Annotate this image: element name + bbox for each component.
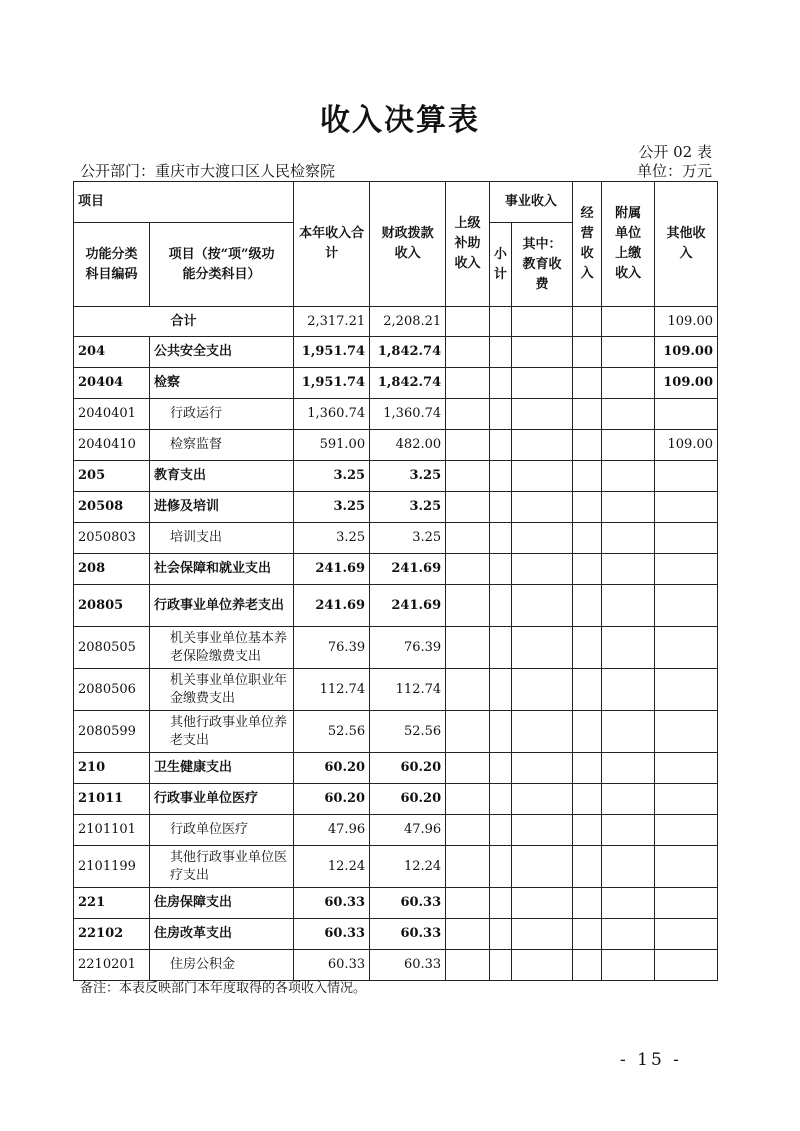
row-fiscal: 60.33 xyxy=(370,950,446,981)
row-fiscal: 1,842.74 xyxy=(370,368,446,399)
row-code: 221 xyxy=(74,888,150,919)
row-code: 205 xyxy=(74,461,150,492)
row-fiscal: 482.00 xyxy=(370,430,446,461)
row-code: 21011 xyxy=(74,784,150,815)
row-other-income: 109.00 xyxy=(655,430,718,461)
row-item-name: 其他行政事业单位医疗支出 xyxy=(150,846,294,888)
row-fiscal: 3.25 xyxy=(370,492,446,523)
header-func-code: 功能分类 科目编码 xyxy=(74,223,150,307)
row-code: 2210201 xyxy=(74,950,150,981)
row-total-income: 60.20 xyxy=(294,784,370,815)
row-fiscal: 3.25 xyxy=(370,461,446,492)
row-other-income xyxy=(655,627,718,669)
row-code: 2050803 xyxy=(74,523,150,554)
table-row xyxy=(74,585,718,627)
row-fiscal: 47.96 xyxy=(370,815,446,846)
row-fiscal: 60.33 xyxy=(370,919,446,950)
total-fiscal-value: 2,208.21 xyxy=(370,307,446,337)
row-total-income: 3.25 xyxy=(294,461,370,492)
row-other-income xyxy=(655,585,718,627)
row-item-name: 住房公积金 xyxy=(150,950,294,981)
income-table xyxy=(73,181,718,981)
row-item-name: 行政事业单位医疗 xyxy=(150,784,294,815)
row-code: 2080506 xyxy=(74,669,150,711)
row-other-income xyxy=(655,846,718,888)
row-total-income: 1,951.74 xyxy=(294,368,370,399)
row-other-income: 109.00 xyxy=(655,368,718,399)
row-fiscal: 1,360.74 xyxy=(370,399,446,430)
table-row xyxy=(74,888,718,919)
row-item-name: 其他行政事业单位养老支出 xyxy=(150,711,294,753)
row-total-income: 60.33 xyxy=(294,888,370,919)
row-other-income: 109.00 xyxy=(655,337,718,368)
row-item-name: 教育支出 xyxy=(150,461,294,492)
table-row xyxy=(74,523,718,554)
row-item-name: 公共安全支出 xyxy=(150,337,294,368)
row-fiscal: 60.20 xyxy=(370,784,446,815)
row-total-income: 52.56 xyxy=(294,711,370,753)
row-total-income: 1,951.74 xyxy=(294,337,370,368)
row-total-income: 12.24 xyxy=(294,846,370,888)
row-item-name: 机关事业单位基本养老保险缴费支出 xyxy=(150,627,294,669)
row-fiscal: 52.56 xyxy=(370,711,446,753)
row-other-income xyxy=(655,888,718,919)
row-item-name: 卫生健康支出 xyxy=(150,753,294,784)
table-row xyxy=(74,815,718,846)
header-operating: 经 营 收 入 xyxy=(572,182,601,307)
table-row xyxy=(74,461,718,492)
row-total-income: 591.00 xyxy=(294,430,370,461)
header-edu-fee: 其中： 教育收 费 xyxy=(512,223,573,307)
header-total-income: 本年收入合 计 xyxy=(294,182,370,307)
unit-label: 单位：万元 xyxy=(636,162,712,180)
form-number: 公开 02 表 xyxy=(638,143,712,161)
table-row xyxy=(74,430,718,461)
row-other-income xyxy=(655,919,718,950)
row-total-income: 3.25 xyxy=(294,523,370,554)
row-item-name: 进修及培训 xyxy=(150,492,294,523)
row-other-income xyxy=(655,669,718,711)
row-other-income xyxy=(655,492,718,523)
row-fiscal: 3.25 xyxy=(370,523,446,554)
row-other-income xyxy=(655,784,718,815)
row-code: 22102 xyxy=(74,919,150,950)
row-other-income xyxy=(655,554,718,585)
row-item-name: 检察 xyxy=(150,368,294,399)
row-total-income: 241.69 xyxy=(294,554,370,585)
table-row xyxy=(74,846,718,888)
row-fiscal: 241.69 xyxy=(370,585,446,627)
table-row xyxy=(74,368,718,399)
table-row xyxy=(74,337,718,368)
row-item-name: 行政运行 xyxy=(150,399,294,430)
page-number: - 15 - xyxy=(620,1050,682,1070)
row-item-name: 检察监督 xyxy=(150,430,294,461)
total-label: 合计 xyxy=(74,307,294,337)
page-title: 收入决算表 xyxy=(320,103,480,138)
row-code: 20805 xyxy=(74,585,150,627)
table-row xyxy=(74,669,718,711)
row-item-name: 住房改革支出 xyxy=(150,919,294,950)
row-fiscal: 60.20 xyxy=(370,753,446,784)
row-code: 20508 xyxy=(74,492,150,523)
department-label: 公开部门：重庆市大渡口区人民检察院 xyxy=(80,162,336,180)
row-item-name: 住房保障支出 xyxy=(150,888,294,919)
row-other-income xyxy=(655,711,718,753)
header-fiscal: 财政拨款 收入 xyxy=(370,182,446,307)
row-fiscal: 112.74 xyxy=(370,669,446,711)
row-item-name: 社会保障和就业支出 xyxy=(150,554,294,585)
header-business: 事业收入 xyxy=(489,182,572,223)
row-total-income: 1,360.74 xyxy=(294,399,370,430)
table-row xyxy=(74,950,718,981)
row-fiscal: 1,842.74 xyxy=(370,337,446,368)
row-other-income xyxy=(655,950,718,981)
table-row xyxy=(74,554,718,585)
table-row xyxy=(74,919,718,950)
row-fiscal: 12.24 xyxy=(370,846,446,888)
row-total-income: 3.25 xyxy=(294,492,370,523)
total-income-value: 2,317.21 xyxy=(294,307,370,337)
row-item-name: 行政单位医疗 xyxy=(150,815,294,846)
total-row xyxy=(74,307,718,337)
row-total-income: 112.74 xyxy=(294,669,370,711)
header-affiliated: 附属 单位 上缴 收入 xyxy=(602,182,655,307)
header-item: 项目 xyxy=(74,182,294,223)
row-total-income: 60.33 xyxy=(294,950,370,981)
row-item-name: 培训支出 xyxy=(150,523,294,554)
row-code: 204 xyxy=(74,337,150,368)
row-other-income xyxy=(655,461,718,492)
header-other: 其他收 入 xyxy=(655,182,718,307)
header-subtotal: 小 计 xyxy=(489,223,511,307)
row-item-name: 行政事业单位养老支出 xyxy=(150,585,294,627)
row-item-name: 机关事业单位职业年金缴费支出 xyxy=(150,669,294,711)
footnote: 备注：本表反映部门本年度取得的各项收入情况。 xyxy=(80,981,367,996)
table-row xyxy=(74,627,718,669)
table-row xyxy=(74,492,718,523)
header-item-name: 项目（按“项”级功 能分类科目） xyxy=(150,223,294,307)
row-code: 2080599 xyxy=(74,711,150,753)
row-code: 2101101 xyxy=(74,815,150,846)
row-other-income xyxy=(655,753,718,784)
row-total-income: 60.33 xyxy=(294,919,370,950)
row-other-income xyxy=(655,815,718,846)
row-total-income: 60.20 xyxy=(294,753,370,784)
row-total-income: 241.69 xyxy=(294,585,370,627)
table-row xyxy=(74,399,718,430)
total-other-value: 109.00 xyxy=(655,307,718,337)
row-code: 2080505 xyxy=(74,627,150,669)
row-other-income xyxy=(655,399,718,430)
row-code: 2040401 xyxy=(74,399,150,430)
row-code: 208 xyxy=(74,554,150,585)
row-code: 2040410 xyxy=(74,430,150,461)
table-row xyxy=(74,753,718,784)
row-code: 210 xyxy=(74,753,150,784)
header-upper: 上级 补助 收入 xyxy=(446,182,490,307)
row-code: 2101199 xyxy=(74,846,150,888)
row-fiscal: 60.33 xyxy=(370,888,446,919)
row-code: 20404 xyxy=(74,368,150,399)
table-row xyxy=(74,784,718,815)
row-other-income xyxy=(655,523,718,554)
row-fiscal: 76.39 xyxy=(370,627,446,669)
table-row xyxy=(74,711,718,753)
row-total-income: 76.39 xyxy=(294,627,370,669)
row-fiscal: 241.69 xyxy=(370,554,446,585)
row-total-income: 47.96 xyxy=(294,815,370,846)
